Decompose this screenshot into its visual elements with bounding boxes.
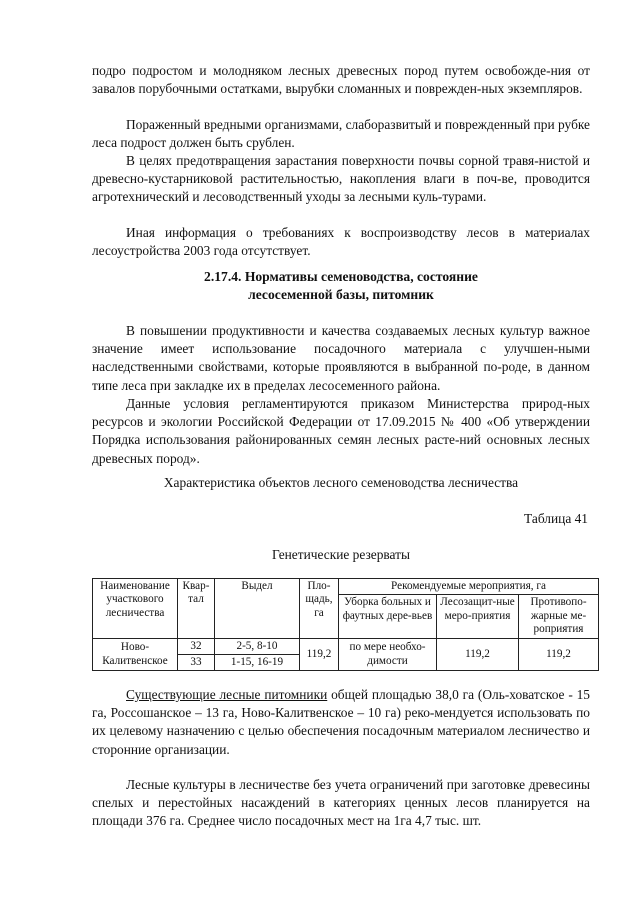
nurseries-underlined: Существующие лесные питомники: [126, 687, 328, 702]
cell-name: Ново-Калитвенское: [93, 638, 178, 671]
intro-paragraph-3: В целях предотвращения зарастания поверхности почвы сорной травя-нистой и древесно-кустарниковой растительностью, накопления влаги в поч-ве, проводится агротехнический и лесоводственный уходы за лесными куль-турами.: [92, 153, 590, 205]
table-caption: Генетические резерваты: [271, 547, 411, 562]
header-measures: Рекомендуемые мероприятия, га: [339, 579, 599, 595]
table-row: [93, 638, 599, 654]
intro-paragraph-2: Пораженный вредными организмами, слаборазвитый и поврежденный при рубке леса подрост должен быть срублен.: [92, 117, 590, 151]
table-number: Таблица 41: [524, 511, 588, 526]
intro-paragraph-1: подро подростом и молодняком лесных древесных пород путем освобожде-ния от завалов порубочными остатками, вырубки сломанных и поврежден-ных экземпляров.: [92, 63, 590, 97]
intro-paragraph-4: Иная информация о требованиях к воспроизводству лесов в материалах лесоустройства 2003 года отсутствует.: [92, 225, 590, 259]
closing-paragraph-1: [92, 686, 590, 759]
cell-measure-1: по мере необхо-димости: [339, 638, 437, 671]
cell-vydel-1: 2-5, 8-10: [215, 638, 300, 654]
header-measure-2: Лесозащит-ные меро-приятия: [437, 595, 519, 638]
section-paragraph-2: Данные условия регламентируются приказом Министерства природ-ных ресурсов и экологии Российской Федерации от 17.09.2015 № 400 «Об утверждении Порядка использования районированных семян лесных расте-ний основных лесных древесных пород».: [92, 396, 590, 466]
section-heading-line-2: лесосеменной базы, питомник: [248, 287, 434, 302]
cell-measure-2: 119,2: [437, 638, 519, 671]
cell-kvartal-1: 32: [178, 638, 215, 654]
header-measure-3: Противопо-жарные ме-роприятия: [519, 595, 599, 638]
genetic-reserves-table: [92, 578, 599, 671]
table-header-row: [93, 579, 599, 595]
header-kvartal: Квар-тал: [178, 579, 215, 639]
cell-kvartal-2: 33: [178, 655, 215, 671]
cell-measure-3: 119,2: [519, 638, 599, 671]
nurseries-text: общей площадью 38,0 га (Оль-ховатское - 15 га, Россошанское – 13 га, Ново-Калитвенское – 10 га) реко-мендуется использовать по их целевому назначению с целью обеспечения посадочным материалом лесничество и сторонние организации.: [92, 687, 590, 757]
characteristic-title: Характеристика объектов лесного семеноводства лесничества: [163, 475, 519, 490]
header-measure-1: Уборка больных и фаутных дере-вьев: [339, 595, 437, 638]
cell-area: 119,2: [300, 638, 339, 671]
header-vydel: Выдел: [215, 579, 300, 639]
section-heading-line-1: 2.17.4. Нормативы семеноводства, состояние: [204, 269, 478, 284]
section-paragraph-1: В повышении продуктивности и качества создаваемых лесных культур важное значение имеет использование посадочного материала с улучшен-ными наследственными свойствами, которые проявляются в выбранной по-роде, в данном типе леса при закладке их в пределах лесосеменного района.: [92, 323, 590, 393]
cell-vydel-2: 1-15, 16-19: [215, 655, 300, 671]
closing-paragraph-2: Лесные культуры в лесничестве без учета ограничений при заготовке древесины спелых и перестойных насаждений в категориях ценных лесов планируется на площади 376 га. Среднее число посадочных мест на 1га 4,7 тыс. шт.: [92, 777, 590, 829]
header-name: Наименование участкового лесничества: [93, 579, 178, 639]
header-area: Пло-щадь, га: [300, 579, 339, 639]
